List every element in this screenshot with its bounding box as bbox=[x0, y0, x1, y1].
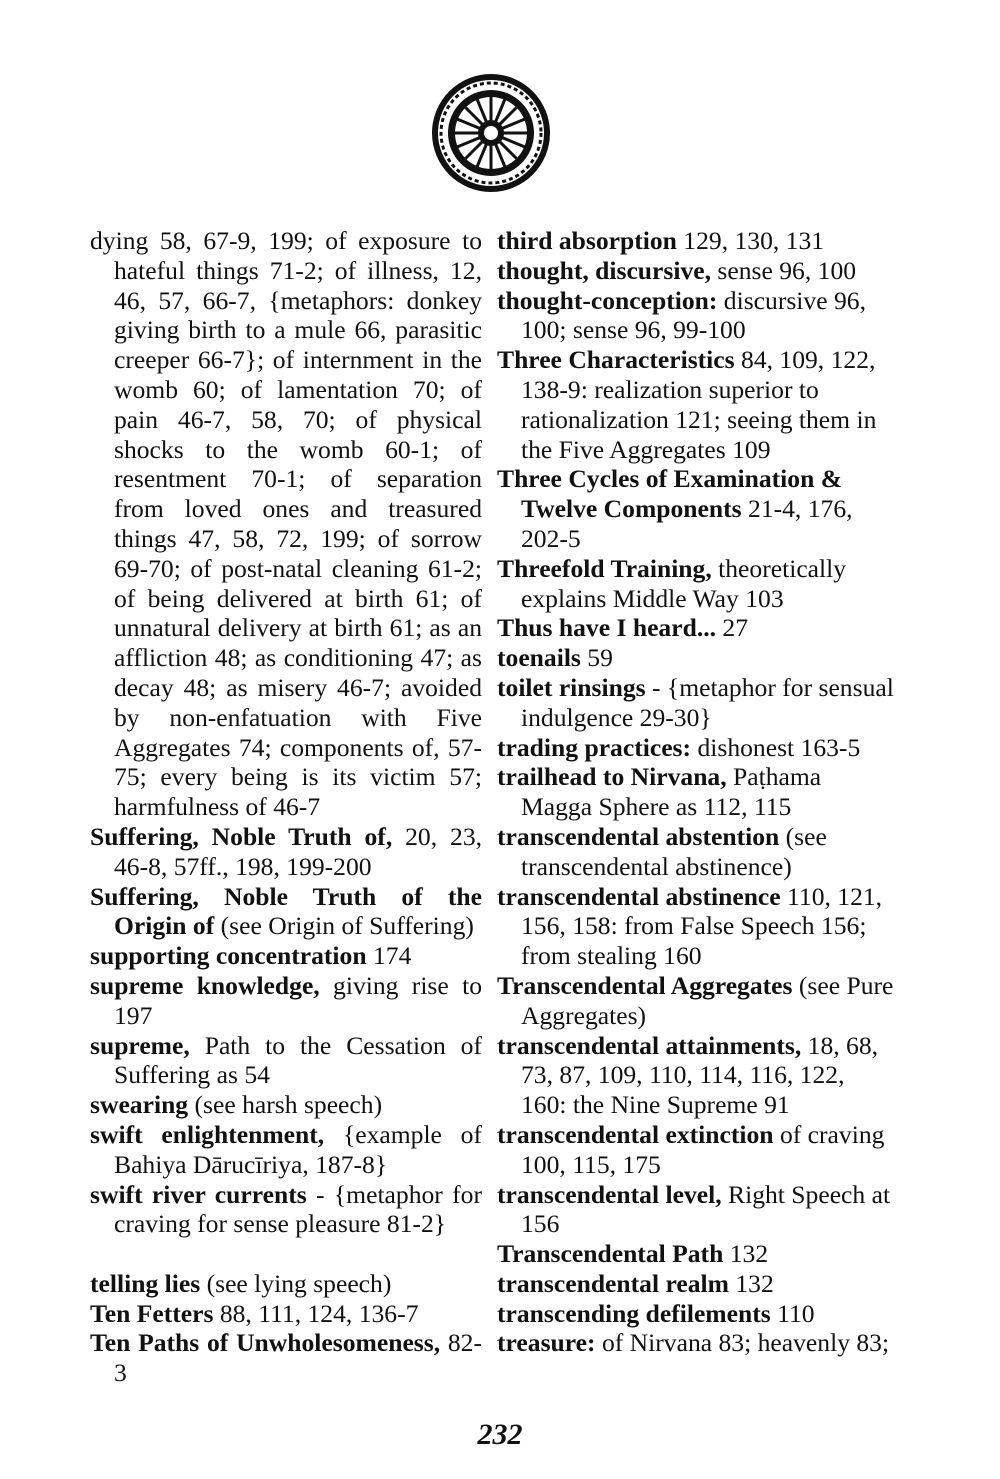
index-term: transcendental extinction bbox=[497, 1119, 774, 1149]
dharma-wheel-icon bbox=[430, 72, 552, 194]
index-references: Paṭhama Magga Sphere as 112, 115 bbox=[521, 762, 822, 822]
index-term: Three Cycles of Examination & Twelve Components bbox=[497, 464, 843, 524]
index-term: Suffering, Noble Truth of the Origin of bbox=[90, 881, 482, 941]
index-term: trading practices: bbox=[497, 732, 692, 762]
index-references: - {metaphor for sensual indulgence 29-30} bbox=[521, 672, 894, 732]
index-entry bbox=[497, 971, 895, 1031]
index-term: thought, discursive, bbox=[497, 255, 712, 285]
index-entry bbox=[497, 345, 895, 464]
index-references: theoretically explains Middle Way 103 bbox=[521, 553, 847, 613]
index-references: of craving 100, 115, 175 bbox=[521, 1119, 885, 1179]
index-entry bbox=[497, 256, 895, 286]
index-references: 20, 23, 46-8, 57ff., 198, 199-200 bbox=[114, 821, 483, 881]
index-references: 82-3 bbox=[114, 1328, 483, 1388]
entry-gap bbox=[90, 1239, 482, 1269]
index-entry bbox=[90, 1090, 482, 1120]
index-term: Transcendental Aggregates bbox=[497, 970, 793, 1000]
index-term: Ten Paths of Unwholesomeness, bbox=[90, 1328, 441, 1358]
index-entry bbox=[497, 286, 895, 346]
index-term: transcendental attainments, bbox=[497, 1030, 802, 1060]
index-references: 18, 68, 73, 87, 109, 110, 114, 116, 122, 160: the Nine Supreme 91 bbox=[521, 1030, 879, 1120]
index-references: - {metaphor for craving for sense pleasure 81-2} bbox=[114, 1179, 482, 1239]
index-references: 129, 130, 131 bbox=[676, 226, 825, 255]
index-references: of Nirvana 83; heavenly 83; bbox=[595, 1328, 890, 1358]
index-entry bbox=[90, 971, 482, 1031]
index-entry bbox=[90, 822, 482, 882]
index-references: dishonest 163-5 bbox=[691, 732, 861, 762]
index-term: third absorption bbox=[497, 226, 677, 255]
index-term: treasure: bbox=[497, 1328, 596, 1358]
index-entry bbox=[497, 822, 895, 882]
index-references: (see transcendental abstinence) bbox=[521, 821, 827, 881]
index-term: transcendental abstinence bbox=[497, 881, 781, 911]
index-entry bbox=[90, 1180, 482, 1240]
index-references: 21-4, 176, 202-5 bbox=[521, 494, 853, 553]
index-term: telling lies bbox=[90, 1268, 201, 1298]
index-references: (see lying speech) bbox=[200, 1268, 392, 1298]
index-entry bbox=[90, 1299, 482, 1329]
index-term: transcending defilements bbox=[497, 1298, 771, 1328]
index-term: transcendental level, bbox=[497, 1179, 722, 1209]
index-references: {example of Bahiya Dārucīriya, 187-8} bbox=[114, 1119, 483, 1179]
index-term: Thus have I heard... bbox=[497, 613, 717, 643]
index-entry bbox=[497, 1239, 895, 1269]
index-entry bbox=[90, 1120, 482, 1180]
index-term: transcendental abstention bbox=[497, 821, 780, 851]
index-term: Suffering, Noble Truth of, bbox=[90, 821, 393, 851]
index-entry bbox=[497, 762, 895, 822]
index-references: 27 bbox=[716, 613, 749, 643]
index-references: (see Origin of Suffering) bbox=[214, 911, 474, 941]
index-entry bbox=[497, 226, 895, 256]
index-entry bbox=[497, 733, 895, 763]
index-entry bbox=[497, 1120, 895, 1180]
index-entry bbox=[90, 1269, 482, 1299]
index-term: supporting concentration bbox=[90, 941, 367, 971]
index-references: 59 bbox=[580, 643, 613, 673]
index-entry bbox=[497, 882, 895, 971]
index-entry bbox=[497, 673, 895, 733]
index-references: (see Pure Aggregates) bbox=[521, 970, 894, 1030]
index-entry bbox=[497, 1031, 895, 1120]
index-term: toilet rinsings bbox=[497, 672, 646, 702]
index-references: discursive 96, 100; sense 96, 99-100 bbox=[521, 285, 866, 345]
index-references: 110, 121, 156, 158: from False Speech 156; from stealing 160 bbox=[521, 881, 883, 971]
index-entry bbox=[497, 464, 895, 553]
index-entry bbox=[497, 1269, 895, 1299]
index-references: 84, 109, 122, 138-9: realization superior to rationalization 121; seeing them in the Five Aggregates 109 bbox=[521, 345, 877, 464]
index-column-left bbox=[90, 226, 482, 1388]
index-term: supreme, bbox=[90, 1030, 190, 1060]
index-term: transcendental realm bbox=[497, 1268, 729, 1298]
index-references: (see harsh speech) bbox=[188, 1090, 383, 1120]
index-term: swift enlightenment, bbox=[90, 1119, 325, 1149]
index-references: 110 bbox=[770, 1298, 815, 1328]
index-column-right bbox=[497, 226, 895, 1358]
index-entry bbox=[90, 1031, 482, 1091]
index-term: swift river currents bbox=[90, 1179, 307, 1209]
index-entry bbox=[497, 1299, 895, 1329]
index-entry bbox=[497, 554, 895, 614]
index-entry bbox=[90, 882, 482, 942]
index-term: Threefold Training, bbox=[497, 553, 712, 583]
index-references: Right Speech at 156 bbox=[521, 1179, 891, 1239]
index-term: trailhead to Nirvana, bbox=[497, 762, 727, 792]
page-number: 232 bbox=[477, 1418, 523, 1451]
index-entry bbox=[497, 643, 895, 673]
index-term: Three Characteristics bbox=[497, 345, 735, 375]
index-references: 174 bbox=[366, 941, 412, 971]
index-term: supreme knowledge, bbox=[90, 970, 320, 1000]
index-entry bbox=[497, 1180, 895, 1240]
index-term: Ten Fetters bbox=[90, 1298, 214, 1328]
index-references: dying 58, 67-9, 199; of exposure to hateful things 71-2; of illness, 12, 46, 57, 66-7, {metaphors: donkey giving birth to a mule 66, parasitic creeper 66-7}; of internment in the womb 60; of lamentation 70; of pain 46-7, 58, 70; of physical shocks to the womb 60-1; of resentment 70-1; of separation from loved ones and treasured things 47, 58, 72, 199; of sorrow 69-70; of post-natal cleaning 61-2; of being delivered at birth 61; of unnatural delivery at birth 61; as an affliction 48; as conditioning 47; as decay 48; as misery 46-7; avoided by non-enfatuation with Five Aggregates 74; components of, 57-75; every being is its victim 57; harmfulness of 46-7 bbox=[90, 226, 482, 822]
index-term: thought-conception: bbox=[497, 285, 718, 315]
index-entry bbox=[497, 613, 895, 643]
index-term: Transcendental Path bbox=[497, 1239, 724, 1269]
index-references: 132 bbox=[728, 1268, 774, 1298]
index-entry bbox=[90, 941, 482, 971]
index-entry bbox=[90, 226, 482, 822]
index-references: 88, 111, 124, 136-7 bbox=[213, 1298, 419, 1328]
index-references: sense 96, 100 bbox=[711, 255, 857, 285]
index-references: Path to the Cessation of Suffering as 54 bbox=[114, 1030, 482, 1090]
index-term: toenails bbox=[497, 643, 581, 673]
index-entry bbox=[497, 1328, 895, 1358]
index-entry bbox=[90, 1328, 482, 1388]
index-references: 132 bbox=[723, 1239, 769, 1269]
index-references: giving rise to 197 bbox=[114, 970, 482, 1030]
index-term: swearing bbox=[90, 1090, 189, 1120]
